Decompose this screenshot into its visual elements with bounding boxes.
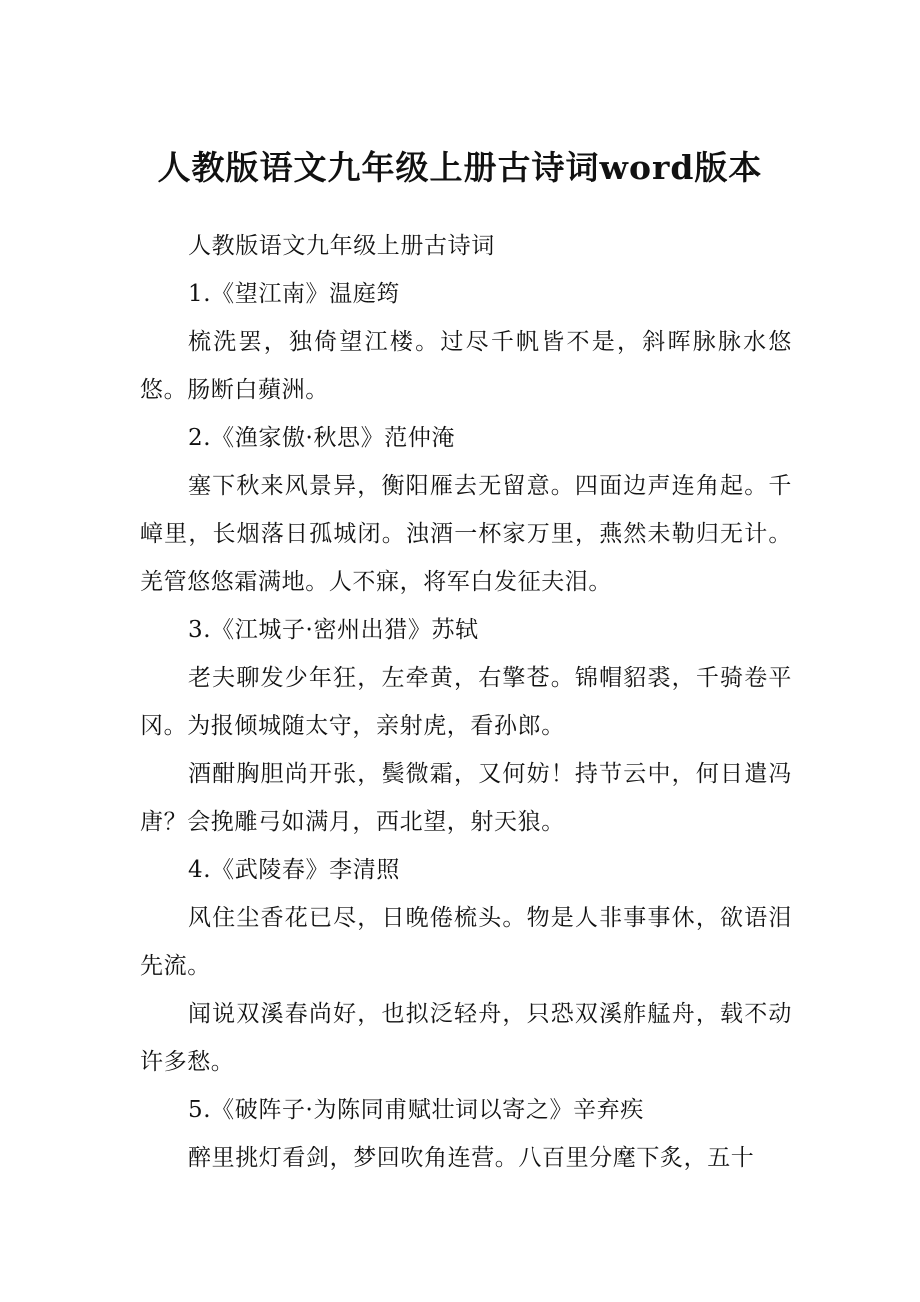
poem-heading: 2.《渔家傲·秋思》范仲淹	[188, 425, 456, 451]
poem-text: 闻说双溪春尚好，也拟泛轻舟，只恐双溪舴艋舟，载不动许多愁。	[140, 1001, 792, 1075]
poem-text: 老夫聊发少年狂，左牵黄，右擎苍。锦帽貂裘，千骑卷平冈。为报倾城随太守，亲射虎，看孙郎。	[140, 665, 792, 739]
poem-heading: 4.《武陵春》李清照	[188, 857, 400, 883]
poem-heading: 1.《望江南》温庭筠	[188, 281, 400, 307]
document-body	[140, 222, 792, 1182]
poem-text: 酒酣胸胆尚开张，鬓微霜，又何妨！持节云中，何日遣冯唐？会挽雕弓如满月，西北望，射天狼。	[140, 761, 792, 835]
poem-text: 梳洗罢，独倚望江楼。过尽千帆皆不是，斜晖脉脉水悠悠。肠断白蘋洲。	[140, 329, 792, 403]
document-title: 人教版语文九年级上册古诗词word版本	[157, 148, 763, 187]
subtitle-paragraph: 人教版语文九年级上册古诗词	[188, 233, 495, 259]
poem-text: 塞下秋来风景异，衡阳雁去无留意。四面边声连角起。千嶂里，长烟落日孤城闭。浊酒一杯家万里，燕然未勒归无计。羌管悠悠霜满地。人不寐，将军白发征夫泪。	[140, 473, 792, 595]
poem-text: 醉里挑灯看剑，梦回吹角连营。八百里分麾下炙，五十	[188, 1145, 755, 1171]
poem-heading: 3.《江城子·密州出猎》苏轼	[188, 617, 479, 643]
poem-text: 风住尘香花已尽，日晚倦梳头。物是人非事事休，欲语泪先流。	[140, 905, 792, 979]
poem-heading: 5.《破阵子·为陈同甫赋壮词以寄之》辛弃疾	[188, 1097, 644, 1123]
